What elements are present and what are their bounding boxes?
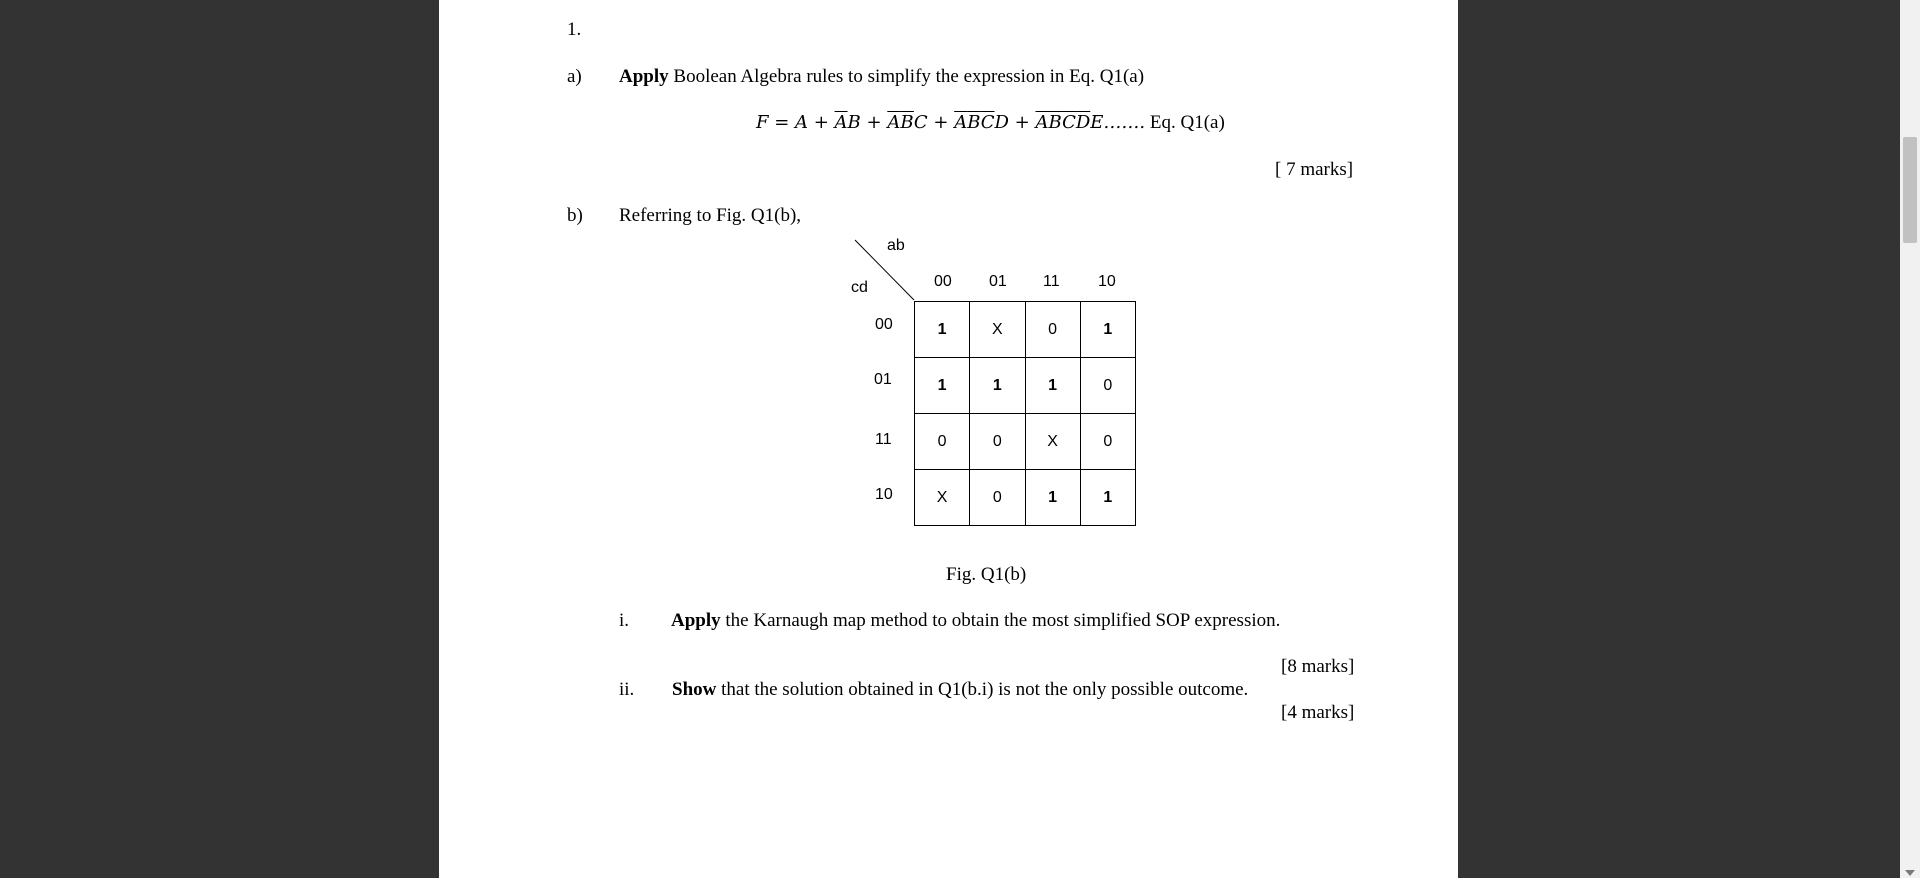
- scroll-down-arrow-icon[interactable]: [1905, 870, 1915, 876]
- sub-i-marks: [8 marks]: [1281, 656, 1355, 677]
- kmap-cell: 0: [1080, 414, 1135, 470]
- question-number: 1.: [567, 19, 582, 40]
- equation-dots: …….: [1103, 112, 1146, 133]
- kmap-row: [915, 470, 1136, 526]
- kmap-col-label: 11: [1043, 273, 1060, 290]
- part-a-marks: [ 7 marks]: [1275, 159, 1354, 180]
- sub-ii-verb: Show: [672, 679, 717, 700]
- kmap-cell: 0: [915, 414, 970, 470]
- part-a-label: a): [567, 66, 582, 87]
- kmap-col-label: 00: [934, 273, 952, 290]
- kmap-cell: 1: [1025, 358, 1080, 414]
- part-b-text: Referring to Fig. Q1(b),: [619, 205, 802, 226]
- kmap-col-label: 01: [989, 273, 1007, 290]
- kmap-grid: [914, 301, 1136, 526]
- sub-i-verb: Apply: [671, 610, 721, 631]
- sub-i-body: the Karnaugh map method to obtain the most simplified SOP expression.: [720, 610, 1281, 631]
- kmap-row: [915, 414, 1136, 470]
- part-a-body: Boolean Algebra rules to simplify the expression in Eq. Q1(a): [668, 66, 1145, 87]
- kmap-row-label: 01: [874, 371, 892, 388]
- kmap-row-label: 00: [875, 316, 893, 333]
- kmap-row: [915, 358, 1136, 414]
- part-a-text: [619, 66, 1144, 88]
- vertical-scrollbar[interactable]: [1900, 0, 1920, 878]
- kmap-cell: 1: [915, 358, 970, 414]
- kmap-cell: 1: [1080, 302, 1135, 358]
- kmap-row-label: 11: [875, 431, 892, 448]
- kmap-cell: 0: [1025, 302, 1080, 358]
- part-b-label: b): [567, 205, 583, 226]
- kmap-row-label: 10: [875, 486, 893, 503]
- equation-terms: $\overline{A}B + \overline{A}\overline{B}C + \overline{A}\overline{B}\overline{C}D + \overline{A}\overline{B}\overline{C}\overline{D}E$: [834, 112, 1104, 133]
- figure-caption: Fig. Q1(b): [946, 564, 1027, 585]
- sub-ii-text: [672, 679, 1248, 701]
- kmap-cell: 1: [970, 358, 1025, 414]
- kmap-cell: 0: [1080, 358, 1135, 414]
- equation-ref: Eq. Q1(a): [1149, 112, 1225, 133]
- kmap-cell: 0: [970, 414, 1025, 470]
- kmap-row-variable: cd: [851, 279, 868, 296]
- part-a-verb: Apply: [619, 66, 669, 87]
- sub-i-label: i.: [619, 610, 630, 631]
- kmap-cell: X: [970, 302, 1025, 358]
- scrollbar-thumb[interactable]: [1903, 137, 1917, 243]
- sub-i-text: [671, 610, 1280, 632]
- kmap-col-variable: ab: [887, 237, 905, 254]
- kmap-cell: X: [915, 470, 970, 526]
- sub-ii-label: ii.: [619, 679, 635, 700]
- equation-q1a: [756, 112, 1225, 134]
- kmap-cell: 1: [1025, 470, 1080, 526]
- kmap-cell: 0: [970, 470, 1025, 526]
- kmap-cell: 1: [1080, 470, 1135, 526]
- kmap-row: [915, 302, 1136, 358]
- kmap-cell: X: [1025, 414, 1080, 470]
- equation-prefix: F = A +: [756, 112, 835, 133]
- kmap-col-label: 10: [1098, 273, 1116, 290]
- sub-ii-marks: [4 marks]: [1281, 702, 1355, 723]
- kmap-cell: 1: [915, 302, 970, 358]
- sub-ii-body: that the solution obtained in Q1(b.i) is not the only possible outcome.: [716, 679, 1249, 700]
